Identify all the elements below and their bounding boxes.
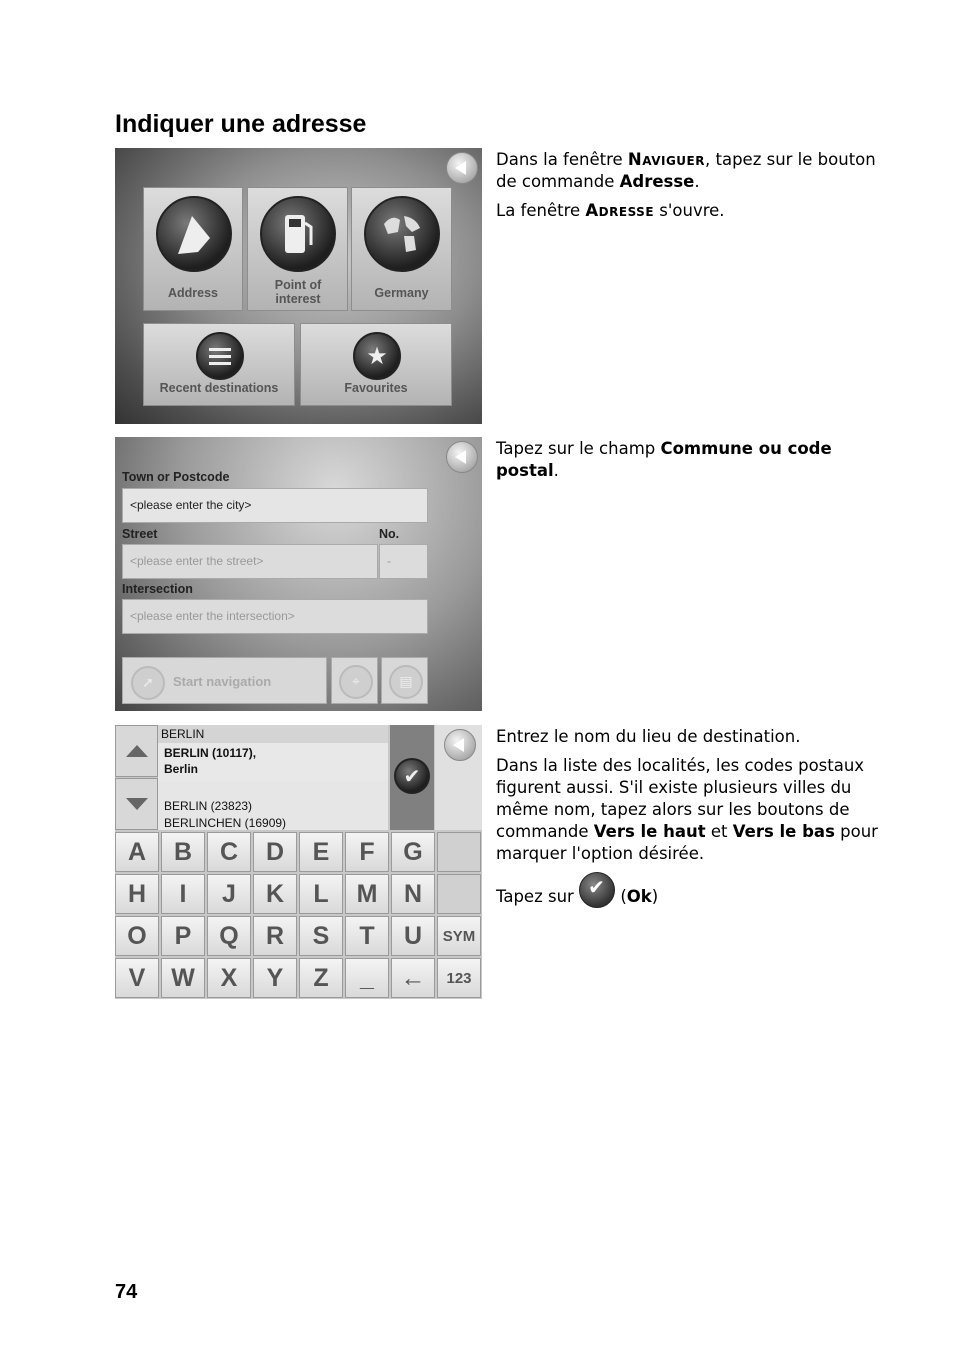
town-input[interactable]: <please enter the city>	[122, 488, 428, 523]
country-button[interactable]	[351, 187, 452, 311]
key-o[interactable]: O	[115, 916, 159, 956]
star-icon: ★	[353, 332, 401, 380]
favourites-button[interactable]	[300, 323, 452, 406]
map-button[interactable]	[331, 657, 378, 704]
key-v[interactable]: V	[115, 958, 159, 998]
list-item[interactable]: BERLIN (23823)	[164, 799, 253, 813]
key-sym[interactable]: SYM	[437, 916, 481, 956]
key-z[interactable]: Z	[299, 958, 343, 998]
key-d[interactable]: D	[253, 832, 297, 872]
key-w[interactable]: W	[161, 958, 205, 998]
page-number: 74	[115, 1281, 138, 1303]
save-button[interactable]	[381, 657, 428, 704]
key-n[interactable]: N	[391, 874, 435, 914]
step2-text: Tapez sur le champ Commune ou code postal.	[496, 439, 832, 480]
key-a[interactable]: A	[115, 832, 159, 872]
list-item-selected[interactable]: BERLIN (10117), Berlin	[158, 743, 388, 781]
key-_[interactable]: _	[345, 958, 389, 998]
city-list	[158, 725, 388, 830]
city-input[interactable]: BERLIN	[158, 725, 388, 743]
scroll-down-button[interactable]	[115, 778, 158, 830]
key-y[interactable]: Y	[253, 958, 297, 998]
key-i[interactable]: I	[161, 874, 205, 914]
page-title: Indiquer une adresse	[115, 110, 367, 138]
key-p[interactable]: P	[161, 916, 205, 956]
number-input[interactable]: -	[379, 544, 428, 579]
checkmark-icon: ✔	[394, 758, 430, 794]
fuel-pump-icon	[260, 196, 336, 272]
intersection-input[interactable]: <please enter the intersection>	[122, 599, 428, 634]
back-area	[435, 725, 482, 830]
key-l[interactable]: L	[299, 874, 343, 914]
key-k[interactable]: K	[253, 874, 297, 914]
key-x[interactable]: X	[207, 958, 251, 998]
town-label: Town or Postcode	[122, 470, 230, 484]
globe-icon	[364, 196, 440, 272]
address-button[interactable]	[143, 187, 243, 311]
street-label: Street	[122, 527, 158, 541]
save-icon: ▤	[389, 665, 423, 699]
scroll-up-button[interactable]	[115, 725, 158, 777]
keyboard	[115, 832, 482, 999]
key-m[interactable]: M	[345, 874, 389, 914]
address-flag-icon	[156, 196, 232, 272]
ok-button[interactable]	[390, 725, 434, 830]
back-icon[interactable]	[446, 152, 478, 184]
key-b[interactable]: B	[161, 832, 205, 872]
ok-checkmark-icon	[579, 872, 615, 908]
point-of-interest-button[interactable]	[247, 187, 348, 311]
down-arrow-icon	[126, 798, 148, 810]
address-window-screenshot	[115, 437, 482, 711]
up-arrow-icon	[126, 745, 148, 757]
key-u[interactable]: U	[391, 916, 435, 956]
navigation-arrow-icon: ➚	[131, 666, 165, 700]
number-label: No.	[379, 527, 400, 541]
country-label: Germany	[374, 286, 429, 300]
map-icon: ⌖	[339, 665, 373, 699]
key-blank	[437, 832, 481, 872]
point-of-interest-label: Point of interest	[274, 278, 322, 306]
key-e[interactable]: E	[299, 832, 343, 872]
address-label: Address	[167, 286, 219, 300]
key-←[interactable]: ←	[391, 958, 435, 998]
start-navigation-label: Start navigation	[173, 674, 272, 689]
list-item[interactable]: BERLINCHEN (16909)	[164, 816, 287, 830]
back-icon[interactable]	[446, 441, 478, 473]
key-s[interactable]: S	[299, 916, 343, 956]
key-g[interactable]: G	[391, 832, 435, 872]
intersection-label: Intersection	[122, 582, 193, 596]
recent-destinations-label: Recent destinations	[159, 381, 279, 395]
list-icon	[196, 332, 244, 380]
keyboard-screenshot	[115, 725, 482, 999]
back-icon[interactable]	[444, 729, 476, 761]
favourites-label: Favourites	[344, 381, 408, 395]
step3-text: Entrez le nom du lieu de destination. Dans la liste des localités, les codes postaux figurent aussi. S'il existe plusieurs villes du même nom, tapez alors sur les boutons de commande Vers le haut et Vers le bas pour marquer l'option désirée. Tapez sur ✔ (Ok)	[496, 726, 891, 915]
recent-destinations-button[interactable]	[143, 323, 295, 406]
key-f[interactable]: F	[345, 832, 389, 872]
navigate-window-screenshot	[115, 148, 482, 424]
key-r[interactable]: R	[253, 916, 297, 956]
key-123[interactable]: 123	[437, 958, 481, 998]
start-navigation-button[interactable]	[122, 657, 327, 704]
step1-text: Dans la fenêtre Naviguer, tapez sur le bouton de commande Adresse. La fenêtre Adresse s'ouvre.	[496, 150, 876, 220]
key-c[interactable]: C	[207, 832, 251, 872]
key-j[interactable]: J	[207, 874, 251, 914]
street-input[interactable]: <please enter the street>	[122, 544, 378, 579]
key-blank	[437, 874, 481, 914]
key-q[interactable]: Q	[207, 916, 251, 956]
key-t[interactable]: T	[345, 916, 389, 956]
key-h[interactable]: H	[115, 874, 159, 914]
